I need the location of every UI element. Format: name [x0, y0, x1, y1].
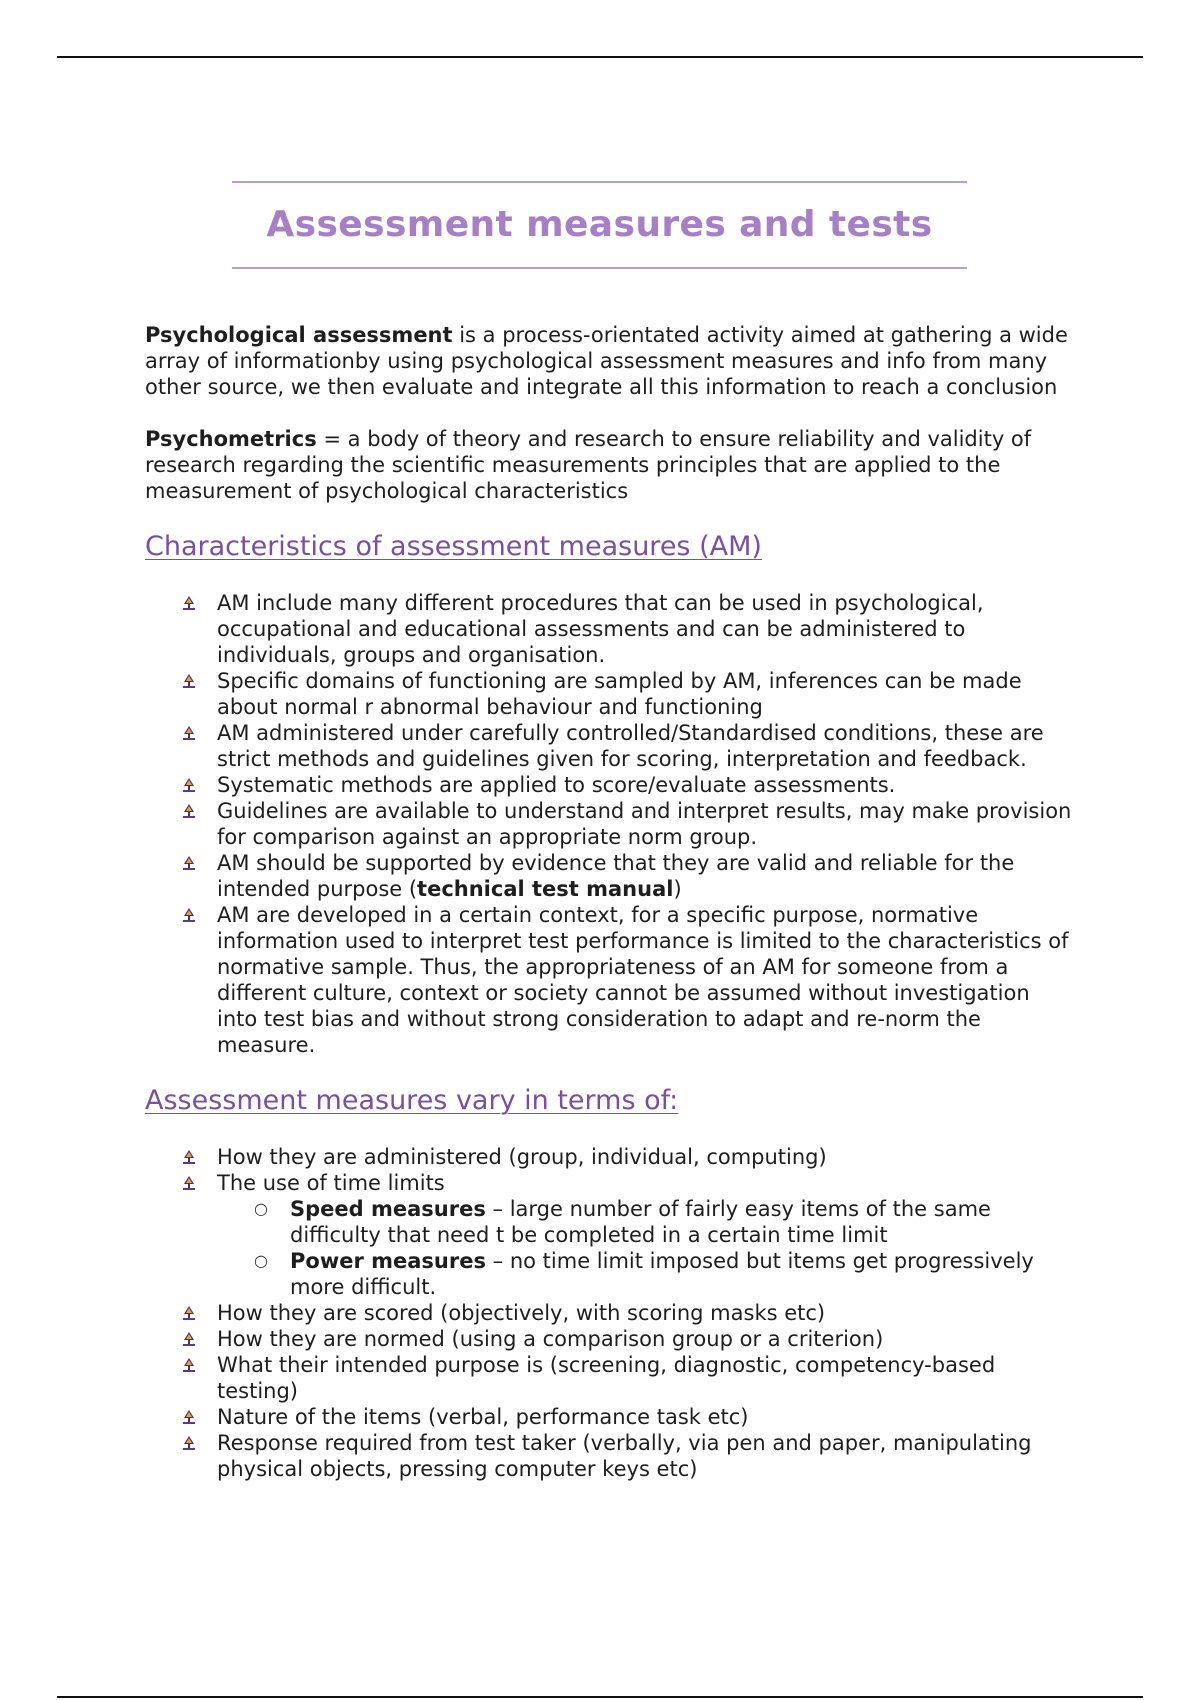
- list-item: [217, 1326, 1075, 1352]
- list-item: [217, 1430, 1075, 1482]
- term-power-measures: Power measures: [290, 1249, 486, 1273]
- thumbtack-bullet-icon: [181, 1149, 197, 1165]
- title-block: [232, 181, 967, 269]
- characteristic-text: Systematic methods are applied to score/evaluate assessments.: [217, 773, 896, 797]
- list-item: [217, 720, 1075, 772]
- thumbtack-bullet-icon: [181, 1331, 197, 1347]
- variation-text: How they are normed (using a comparison group or a criterion): [217, 1327, 884, 1351]
- thumbtack-bullet-icon: [181, 1175, 197, 1191]
- list-item: [217, 1144, 1075, 1170]
- list-item: [217, 1352, 1075, 1404]
- term-speed-measures: Speed measures: [290, 1197, 486, 1221]
- hollow-circle-bullet-icon: ○: [254, 1251, 268, 1270]
- list-item: [217, 668, 1075, 720]
- thumbtack-bullet-icon: [181, 803, 197, 819]
- variation-text: Response required from test taker (verbally, via pen and paper, manipulating physical objects, pressing computer keys etc): [217, 1431, 1032, 1481]
- definition-power-measures: – no time limit imposed but items get progressively more difficult.: [290, 1249, 1034, 1299]
- sub-list-item: [254, 1248, 1075, 1300]
- thumbtack-bullet-icon: [181, 1409, 197, 1425]
- list-item: [217, 1404, 1075, 1430]
- definition-psychological-assessment: is a process-orientated activity aimed at gathering a wide array of informationby using psychological assessment measures and info from many other source, we then evaluate and integrate all this information to reach a conclusion: [145, 323, 1068, 399]
- characteristic-text-after: ): [673, 877, 682, 901]
- list-item: [217, 590, 1075, 668]
- variation-text: How they are administered (group, individual, computing): [217, 1145, 827, 1169]
- page-bottom-rule: [57, 1696, 1143, 1698]
- intro-paragraph-psychometrics: [145, 426, 1075, 504]
- list-item: [217, 850, 1075, 902]
- thumbtack-bullet-icon: [181, 777, 197, 793]
- characteristic-text: Specific domains of functioning are sampled by AM, inferences can be made about normal r abnormal behaviour and functioning: [217, 669, 1022, 719]
- technical-test-manual-term: technical test manual: [417, 877, 674, 901]
- characteristic-text: AM are developed in a certain context, for a specific purpose, normative information used to interpret test performance is limited to the characteristics of normative sample. Thus, the appropriateness of an AM for someone from a different culture, context or society cannot be assumed without investigation into test bias and without strong consideration to adapt and re-norm the measure.: [217, 903, 1069, 1057]
- thumbtack-bullet-icon: [181, 1435, 197, 1451]
- term-psychological-assessment: Psychological assessment: [145, 323, 453, 347]
- thumbtack-bullet-icon: [181, 725, 197, 741]
- term-psychometrics: Psychometrics: [145, 427, 317, 451]
- variation-text: How they are scored (objectively, with scoring masks etc): [217, 1301, 826, 1325]
- thumbtack-bullet-icon: [181, 1357, 197, 1373]
- intro-paragraph-assessment: [145, 322, 1075, 400]
- thumbtack-bullet-icon: [181, 1305, 197, 1321]
- list-item: [217, 798, 1075, 850]
- characteristic-text-before: AM should be supported by evidence that they are valid and reliable for the intended purpose (: [217, 851, 1015, 901]
- list-item: [217, 1300, 1075, 1326]
- characteristic-text: AM include many different procedures that can be used in psychological, occupational and educational assessments and can be administered to individuals, groups and organisation.: [217, 591, 984, 667]
- variation-text: Nature of the items (verbal, performance task etc): [217, 1405, 749, 1429]
- time-limits-sublist: [217, 1196, 1075, 1300]
- section-heading-vary: Assessment measures vary in terms of:: [145, 1085, 679, 1116]
- thumbtack-bullet-icon: [181, 855, 197, 871]
- characteristics-list: [145, 590, 1075, 1058]
- variation-list: [145, 1144, 1075, 1482]
- characteristic-text: Guidelines are available to understand and interpret results, may make provision for comparison against an appropriate norm group.: [217, 799, 1072, 849]
- thumbtack-bullet-icon: [181, 595, 197, 611]
- hollow-circle-bullet-icon: ○: [254, 1199, 268, 1218]
- list-item: [217, 902, 1075, 1058]
- list-item: [217, 1170, 1075, 1300]
- page-title: Assessment measures and tests: [266, 204, 933, 245]
- characteristic-text: AM administered under carefully controlled/Standardised conditions, these are strict methods and guidelines given for scoring, interpretation and feedback.: [217, 721, 1044, 771]
- variation-text: The use of time limits: [217, 1171, 445, 1195]
- sub-list-item: [254, 1196, 1075, 1248]
- variation-text: What their intended purpose is (screening, diagnostic, competency-based testing): [217, 1353, 996, 1403]
- document-body: [145, 322, 1075, 1508]
- section-heading-characteristics: Characteristics of assessment measures (AM): [145, 531, 762, 562]
- page-top-rule: [57, 56, 1143, 58]
- list-item: [217, 772, 1075, 798]
- thumbtack-bullet-icon: [181, 673, 197, 689]
- thumbtack-bullet-icon: [181, 907, 197, 923]
- definition-speed-measures: – large number of fairly easy items of the same difficulty that need t be completed in a certain time limit: [290, 1197, 991, 1247]
- definition-psychometrics: = a body of theory and research to ensure reliability and validity of research regarding the scientific measurements principles that are applied to the measurement of psychological characteristics: [145, 427, 1032, 503]
